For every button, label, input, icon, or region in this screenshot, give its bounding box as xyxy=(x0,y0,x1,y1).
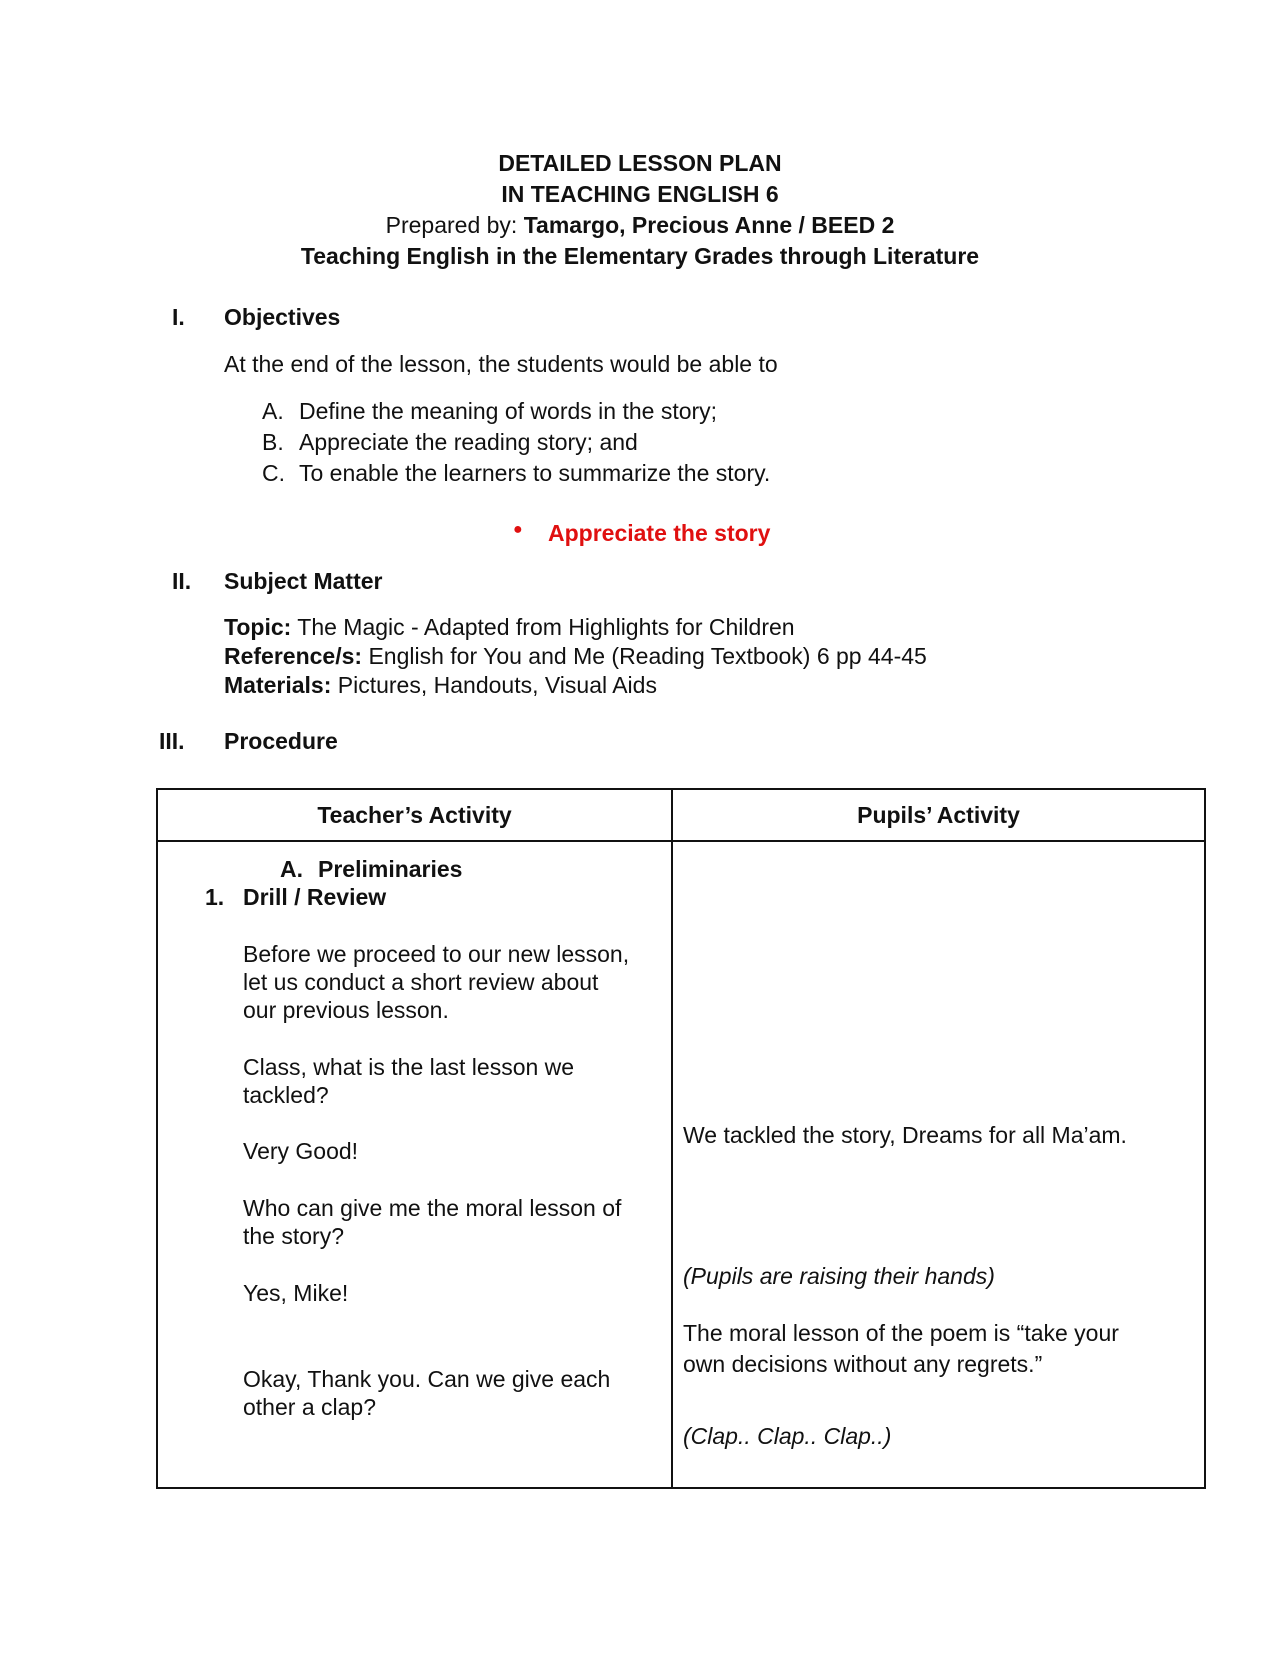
teacher-line: other a clap? xyxy=(243,1394,376,1420)
objective-c-letter: C. xyxy=(262,460,285,486)
pupils-activity-cell xyxy=(672,841,1205,1488)
reference-label: Reference/s: xyxy=(224,643,363,669)
pupils-activity-header: Pupils’ Activity xyxy=(672,789,1205,841)
teacher-line: tackled? xyxy=(243,1082,329,1108)
subtitle: Teaching English in the Elementary Grades through Literature xyxy=(300,243,980,269)
pupil-line: The moral lesson of the poem is “take your xyxy=(683,1320,1119,1346)
sub-title: Drill / Review xyxy=(243,884,387,910)
prepared-label: Prepared by: xyxy=(385,212,524,238)
objective-c-text: To enable the learners to summarize the story. xyxy=(299,460,771,486)
procedure-numeral: III. xyxy=(159,728,185,754)
materials-label: Materials: xyxy=(224,672,332,698)
teacher-line: the story? xyxy=(243,1223,344,1249)
sub-number: 1. xyxy=(205,884,225,910)
teacher-activity-header: Teacher’s Activity xyxy=(157,789,672,841)
objectives-intro: At the end of the lesson, the students would be able to xyxy=(224,351,778,377)
pupil-line: (Pupils are raising their hands) xyxy=(683,1263,995,1289)
pupil-line: own decisions without any regrets.” xyxy=(683,1351,1043,1377)
teacher-line: Before we proceed to our new lesson, xyxy=(243,941,630,967)
reference-line xyxy=(224,643,927,670)
section-letter: A. xyxy=(280,856,303,882)
teacher-line: Who can give me the moral lesson of xyxy=(243,1195,622,1221)
subject-numeral: II. xyxy=(172,568,192,594)
objectives-heading: Objectives xyxy=(224,304,341,330)
title-line-2: IN TEACHING ENGLISH 6 xyxy=(501,181,779,207)
prepared-by xyxy=(0,212,1280,239)
procedure-table xyxy=(156,788,1206,1489)
subject-heading: Subject Matter xyxy=(224,568,383,594)
topic-line xyxy=(224,614,795,641)
objective-b-letter: B. xyxy=(262,429,284,455)
prepared-name: Tamargo, Precious Anne / BEED 2 xyxy=(523,212,895,238)
topic-value: The Magic - Adapted from Highlights for Children xyxy=(291,614,795,640)
teacher-line: let us conduct a short review about xyxy=(243,969,599,995)
bullet-icon: ● xyxy=(513,521,523,538)
procedure-heading: Procedure xyxy=(224,728,338,754)
objective-a-letter: A. xyxy=(262,398,284,424)
section-title: Preliminaries xyxy=(318,856,463,882)
reference-value: English for You and Me (Reading Textbook) 6 pp 44-45 xyxy=(362,643,927,669)
objectives-numeral: I. xyxy=(172,304,185,330)
teacher-line: Yes, Mike! xyxy=(243,1280,349,1306)
title-line-1: DETAILED LESSON PLAN xyxy=(498,150,782,176)
pupil-line: (Clap.. Clap.. Clap..) xyxy=(683,1423,892,1449)
teacher-line: our previous lesson. xyxy=(243,997,449,1023)
materials-value: Pictures, Handouts, Visual Aids xyxy=(331,672,657,698)
objective-b-text: Appreciate the reading story; and xyxy=(299,429,638,455)
teacher-line: Class, what is the last lesson we xyxy=(243,1054,575,1080)
materials-line xyxy=(224,672,657,699)
highlight-objective: Appreciate the story xyxy=(548,520,771,546)
pupil-line: We tackled the story, Dreams for all Ma’am. xyxy=(683,1122,1127,1148)
teacher-line: Okay, Thank you. Can we give each xyxy=(243,1366,611,1392)
objective-a-text: Define the meaning of words in the story; xyxy=(299,398,718,424)
topic-label: Topic: xyxy=(224,614,292,640)
teacher-line: Very Good! xyxy=(243,1138,359,1164)
teacher-activity-cell xyxy=(157,841,672,1488)
